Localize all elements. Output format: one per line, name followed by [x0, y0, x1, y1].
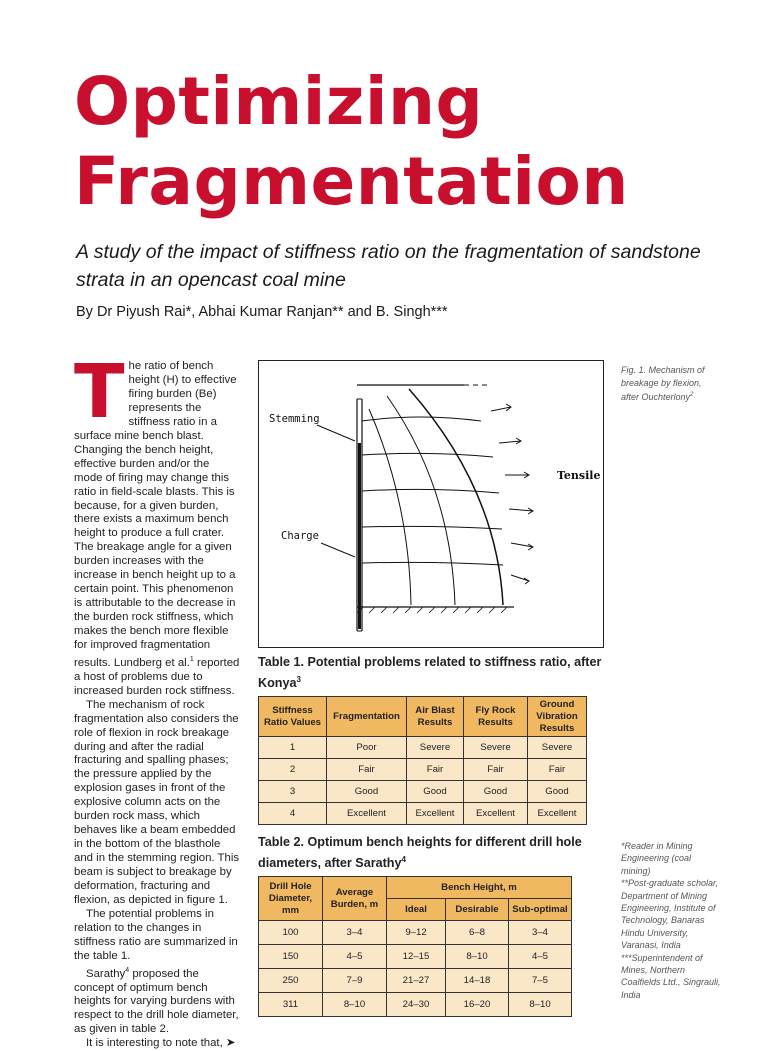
table-cell: 150: [259, 945, 323, 969]
table-row: [259, 993, 572, 1017]
footnote-1: *Reader in Mining Engineering (coal mining): [621, 841, 693, 876]
table-cell: Severe: [528, 737, 587, 759]
table-1: [258, 696, 587, 825]
table-cell: Good: [528, 781, 587, 803]
body-paragraph-2: The mechanism of rock fragmentation also considers the role of flexion in rock breakage during and after the radial fracturing and spalling phases; the pressure applied by the explosion gases in front of the explosive column acts on the burden rock mass, which behaves like a beam embedded in the bottom of the blasthole and in the stemming region. This beam is subject to breakage by deformation, fracturing and flexion, as depicted in figure 1.: [74, 698, 240, 907]
ground-hatching: [357, 607, 507, 613]
fracture-line-5: [362, 562, 503, 565]
table-cell: 3–4: [509, 921, 572, 945]
table1-header: Ground Vibration Results: [528, 697, 587, 737]
table1-caption-sup: 3: [296, 675, 301, 684]
para4-end: proposed the concept of optimum bench heights for varying burdens with respect to the drill hole diameter, as given in table 2.: [74, 967, 239, 1036]
table1-caption-text: Table 1. Potential problems related to stiffness ratio, after Konya: [258, 655, 602, 691]
footnote-3: ***Superintendent of Mines, Northern Coalfields Ltd., Singrauli, India: [621, 952, 721, 1000]
table-cell: Fair: [407, 759, 464, 781]
author-footnotes: [621, 840, 721, 1001]
table-cell: 1: [259, 737, 327, 759]
table-cell: 9–12: [387, 921, 446, 945]
table-cell: 4: [259, 803, 327, 825]
table2-header-row: [259, 877, 572, 899]
table-cell: 2: [259, 759, 327, 781]
table-cell: 4–5: [323, 945, 387, 969]
figure-1: [258, 360, 604, 648]
table-cell: Severe: [407, 737, 464, 759]
table-cell: Fair: [464, 759, 528, 781]
table-row: [259, 921, 572, 945]
figure-caption-text: Fig. 1. Mechanism of breakage by flexion, after Ouchterlony: [621, 365, 705, 402]
fracture-curve-1: [387, 396, 455, 605]
table-row: [259, 737, 587, 759]
fracture-line-2: [362, 453, 493, 457]
table2-caption: [258, 834, 608, 872]
table1-header: Air Blast Results: [407, 697, 464, 737]
table-cell: 7–5: [509, 969, 572, 993]
table-cell: 8–10: [509, 993, 572, 1017]
table1-header: Stiffness Ratio Values: [259, 697, 327, 737]
table-cell: 16–20: [446, 993, 509, 1017]
table-cell: Severe: [464, 737, 528, 759]
fracture-line-4: [362, 526, 502, 529]
table-cell: 3: [259, 781, 327, 803]
table-cell: Good: [327, 781, 407, 803]
fracture-line-3: [362, 489, 499, 493]
figure-caption: [621, 364, 721, 404]
label-tensile: Tensile: [557, 469, 601, 482]
table2-caption-text: Table 2. Optimum bench heights for different drill hole diameters, after Sarathy: [258, 835, 582, 871]
fracture-line-1: [362, 417, 481, 421]
table-cell: 24–30: [387, 993, 446, 1017]
para1-text: he ratio of bench height (H) to effective firing burden (Be) represents the stiffness ratio in a surface mine bench blast. Changing the bench height, effective burden and/or the mode of firing may change this ratio in field-scale blasts. This is because, for a given burden, there exists a maximum bench height to produce a full crater. The breakage angle for a given burden increases with the increase in bench height up to a certain point. This phenomenon is attributable to the decrease in the burden rock stiffness, which makes the bench more flexible for improved fragmentation results. Lundberg et al.: [74, 360, 237, 669]
table2-header: Average Burden, m: [323, 877, 387, 921]
body-column: [74, 349, 240, 1051]
reference-superscript: 1: [189, 656, 194, 664]
explosive-column: [358, 443, 361, 629]
table2-subheader: Sub-optimal: [509, 899, 572, 921]
table-cell: 311: [259, 993, 323, 1017]
table1-caption: [258, 654, 608, 692]
table1-header-row: [259, 697, 587, 737]
label-stemming: Stemming: [269, 413, 320, 425]
stemming-leader: [317, 425, 355, 441]
table-cell: Good: [407, 781, 464, 803]
charge-leader: [321, 543, 355, 557]
body-paragraph-5: It is interesting to note that, ➤: [86, 1037, 236, 1050]
table-cell: 21–27: [387, 969, 446, 993]
table-cell: Fair: [327, 759, 407, 781]
table-cell: Excellent: [464, 803, 528, 825]
author-byline: By Dr Piyush Rai*, Abhai Kumar Ranjan** and B. Singh***: [76, 304, 448, 320]
table-cell: 7–9: [323, 969, 387, 993]
table-cell: Poor: [327, 737, 407, 759]
table-cell: 100: [259, 921, 323, 945]
drop-cap: T: [74, 349, 125, 435]
article-subtitle: A study of the impact of stiffness ratio on the fragmentation of sandstone strata in an opencast coal mine: [76, 241, 701, 291]
footnote-2: **Post-graduate scholar, Department of Mining Engineering, Institute of Technology, Banaras Hindu University, Varanasi, India: [621, 878, 719, 951]
body-paragraph-3: The potential problems in relation to the changes in stiffness ratio are summarized in the table 1.: [74, 907, 238, 962]
table-cell: 12–15: [387, 945, 446, 969]
para4-start: Sarathy: [86, 967, 126, 980]
table-cell: 8–10: [323, 993, 387, 1017]
table-row: [259, 945, 572, 969]
table-cell: Good: [464, 781, 528, 803]
reference-superscript: 4: [125, 966, 130, 974]
fracture-curve-2: [369, 409, 411, 605]
table-row: [259, 803, 587, 825]
table2-caption-sup: 4: [401, 855, 406, 864]
table-row: [259, 781, 587, 803]
table-cell: 14–18: [446, 969, 509, 993]
table-cell: 4–5: [509, 945, 572, 969]
table2-header-group: Bench Height, m: [387, 877, 572, 899]
para1-end-text: reported a host of problems due to increased burden rock stiffness.: [74, 656, 240, 697]
figure-caption-sup: 2: [690, 392, 694, 398]
article-title: [74, 62, 629, 222]
body-paragraph-4: [74, 964, 240, 1038]
table2-subheader: Desirable: [446, 899, 509, 921]
table1-header: Fragmentation: [327, 697, 407, 737]
table-cell: Excellent: [327, 803, 407, 825]
table-cell: Fair: [528, 759, 587, 781]
table-cell: 6–8: [446, 921, 509, 945]
title-line-1: Optimizing: [74, 63, 484, 140]
table-cell: 250: [259, 969, 323, 993]
table-cell: Excellent: [528, 803, 587, 825]
table2-header: Drill Hole Diameter, mm: [259, 877, 323, 921]
table1-header: Fly Rock Results: [464, 697, 528, 737]
label-charge: Charge: [281, 530, 319, 542]
table-row: [259, 969, 572, 993]
table-cell: 8–10: [446, 945, 509, 969]
table-cell: 3–4: [323, 921, 387, 945]
table-cell: Excellent: [407, 803, 464, 825]
table-row: [259, 759, 587, 781]
table-2: [258, 876, 572, 1017]
flexion-diagram: [259, 361, 603, 647]
title-line-2: Fragmentation: [74, 143, 629, 220]
table2-subheader: Ideal: [387, 899, 446, 921]
burden-face: [409, 389, 503, 605]
body-paragraph-1: [74, 349, 240, 699]
